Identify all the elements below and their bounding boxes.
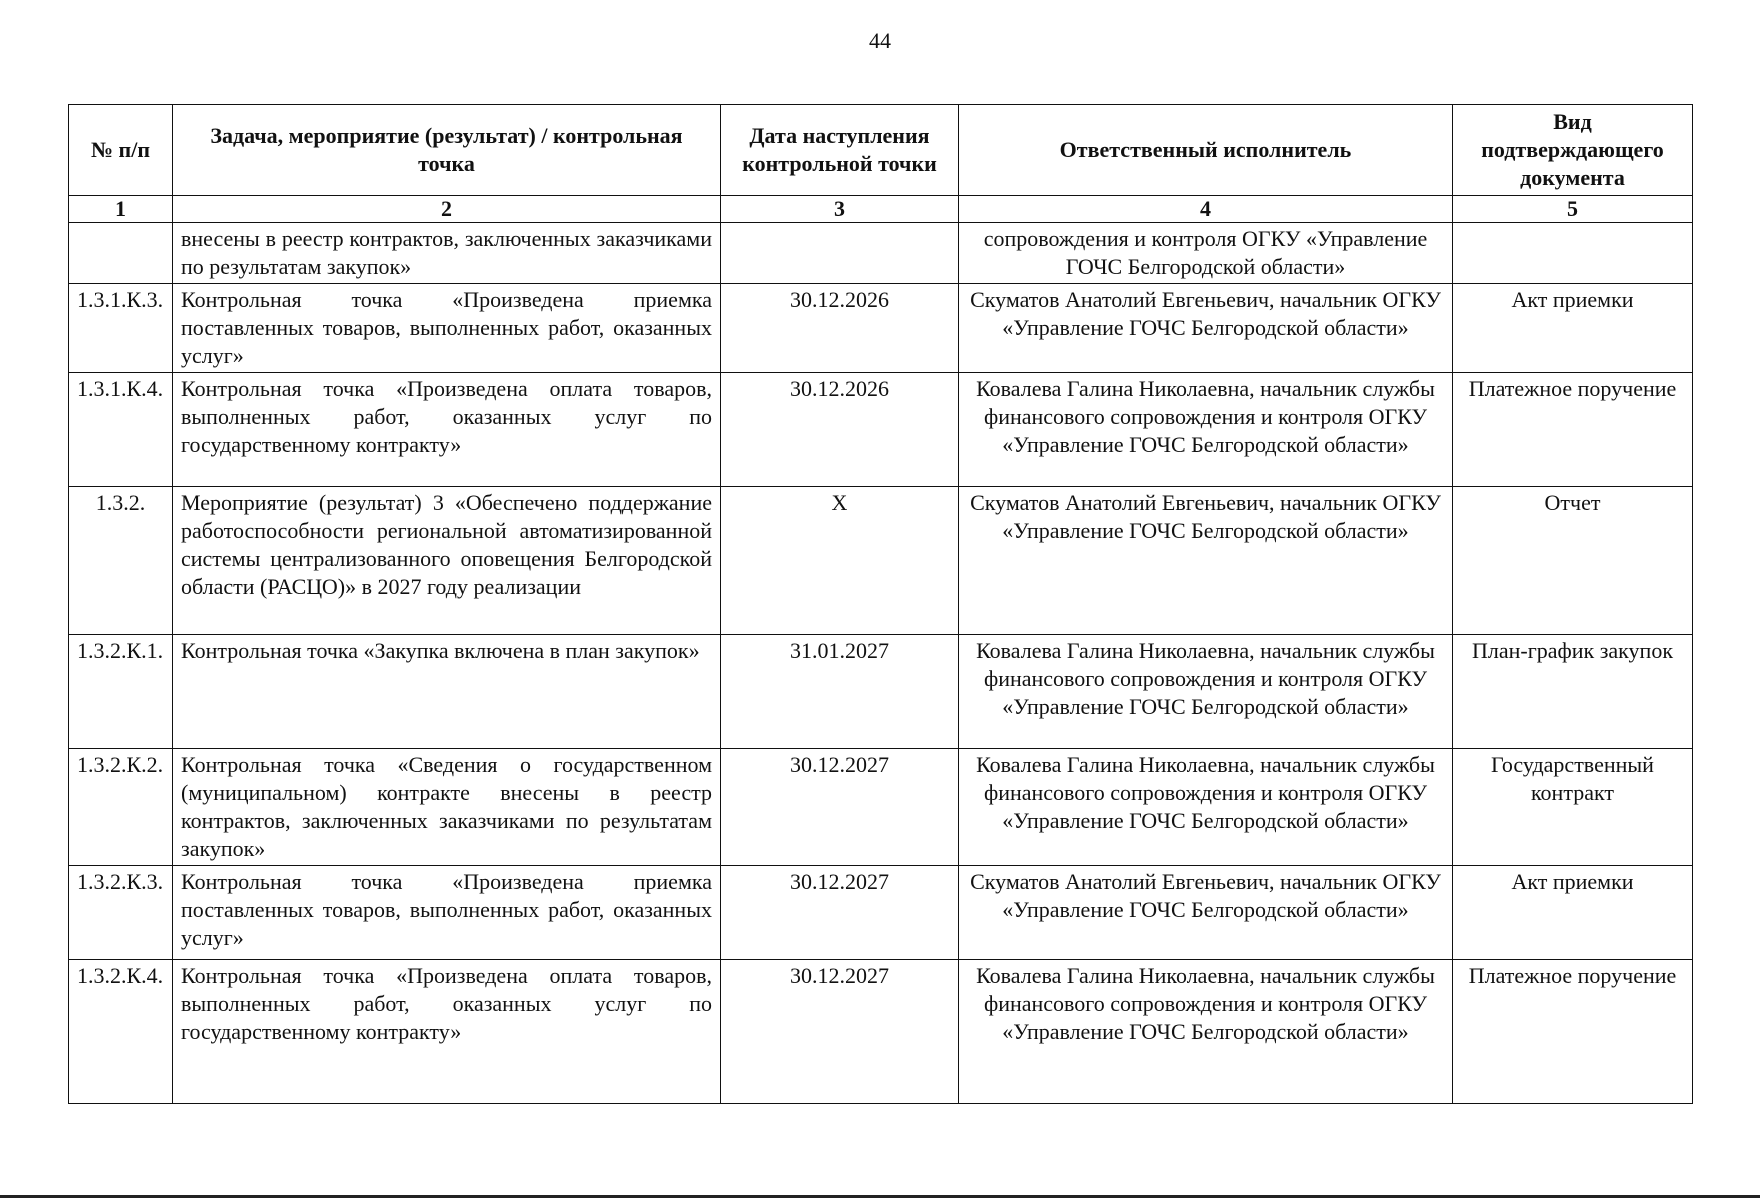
table-row: [69, 373, 1693, 487]
row-number: 1.3.1.К.3.: [69, 284, 173, 373]
row-document: План-график закупок: [1453, 635, 1693, 749]
table-row: [69, 487, 1693, 635]
row-task: Контрольная точка «Произведена приемка поставленных товаров, выполненных работ, оказанных услуг»: [173, 284, 721, 373]
row-responsible: Ковалева Галина Николаевна, начальник службы финансового сопровождения и контроля ОГКУ «Управление ГОЧС Белгородской области»: [959, 635, 1453, 749]
column-number: 4: [959, 196, 1453, 223]
row-document: [1453, 223, 1693, 284]
table-row: [69, 749, 1693, 866]
row-task: Контрольная точка «Произведена оплата товаров, выполненных работ, оказанных услуг по государственному контракту»: [173, 960, 721, 1104]
column-number: 1: [69, 196, 173, 223]
column-number: 3: [721, 196, 959, 223]
page-number: 44: [869, 28, 891, 53]
row-document: Акт приемки: [1453, 866, 1693, 960]
row-responsible: Ковалева Галина Николаевна, начальник службы финансового сопровождения и контроля ОГКУ «Управление ГОЧС Белгородской области»: [959, 749, 1453, 866]
row-document: Акт приемки: [1453, 284, 1693, 373]
row-task: Контрольная точка «Сведения о государственном (муниципальном) контракте внесены в реестр контрактов, заключенных заказчиками по результатам закупок»: [173, 749, 721, 866]
header-date: Дата наступления контрольной точки: [721, 105, 959, 196]
row-date: 30.12.2026: [721, 284, 959, 373]
row-responsible: Ковалева Галина Николаевна, начальник службы финансового сопровождения и контроля ОГКУ «Управление ГОЧС Белгородской области»: [959, 373, 1453, 487]
row-date: 30.12.2026: [721, 373, 959, 487]
table-row: [69, 284, 1693, 373]
row-responsible: Скуматов Анатолий Евгеньевич, начальник ОГКУ «Управление ГОЧС Белгородской области»: [959, 487, 1453, 635]
row-document: Платежное поручение: [1453, 373, 1693, 487]
row-number: 1.3.1.К.4.: [69, 373, 173, 487]
row-number: 1.3.2.К.2.: [69, 749, 173, 866]
header-task: Задача, мероприятие (результат) / контрольная точка: [173, 105, 721, 196]
row-responsible: Ковалева Галина Николаевна, начальник службы финансового сопровождения и контроля ОГКУ «Управление ГОЧС Белгородской области»: [959, 960, 1453, 1104]
header-responsible: Ответственный исполнитель: [959, 105, 1453, 196]
row-document: Отчет: [1453, 487, 1693, 635]
row-date: 30.12.2027: [721, 866, 959, 960]
row-task: Мероприятие (результат) 3 «Обеспечено поддержание работоспособности региональной автоматизированной системы централизованного оповещения Белгородской области (РАСЦО)» в 2027 году реализации: [173, 487, 721, 635]
row-number: 1.3.2.К.1.: [69, 635, 173, 749]
column-number-row: [69, 196, 1693, 223]
table-row: [69, 635, 1693, 749]
page-bottom-rule: [0, 1195, 1760, 1198]
table-row: [69, 866, 1693, 960]
row-responsible: Скуматов Анатолий Евгеньевич, начальник ОГКУ «Управление ГОЧС Белгородской области»: [959, 866, 1453, 960]
row-date: [721, 223, 959, 284]
row-task: Контрольная точка «Произведена приемка поставленных товаров, выполненных работ, оказанных услуг»: [173, 866, 721, 960]
row-number: [69, 223, 173, 284]
column-number: 2: [173, 196, 721, 223]
header-number: № п/п: [69, 105, 173, 196]
row-number: 1.3.2.К.4.: [69, 960, 173, 1104]
row-number: 1.3.2.К.3.: [69, 866, 173, 960]
header-document: Вид подтверждающего документа: [1453, 105, 1693, 196]
table-row: [69, 960, 1693, 1104]
column-number: 5: [1453, 196, 1693, 223]
row-date: 31.01.2027: [721, 635, 959, 749]
control-points-table: [68, 104, 1693, 1104]
row-responsible: Скуматов Анатолий Евгеньевич, начальник ОГКУ «Управление ГОЧС Белгородской области»: [959, 284, 1453, 373]
row-number: 1.3.2.: [69, 487, 173, 635]
row-task: Контрольная точка «Произведена оплата товаров, выполненных работ, оказанных услуг по государственному контракту»: [173, 373, 721, 487]
row-task: внесены в реестр контрактов, заключенных заказчиками по результатам закупок»: [173, 223, 721, 284]
row-date: X: [721, 487, 959, 635]
table-header-row: [69, 105, 1693, 196]
row-document: Платежное поручение: [1453, 960, 1693, 1104]
row-task: Контрольная точка «Закупка включена в план закупок»: [173, 635, 721, 749]
row-date: 30.12.2027: [721, 749, 959, 866]
row-responsible: сопровождения и контроля ОГКУ «Управление ГОЧС Белгородской области»: [959, 223, 1453, 284]
row-date: 30.12.2027: [721, 960, 959, 1104]
row-document: Государственный контракт: [1453, 749, 1693, 866]
table-row: [69, 223, 1693, 284]
